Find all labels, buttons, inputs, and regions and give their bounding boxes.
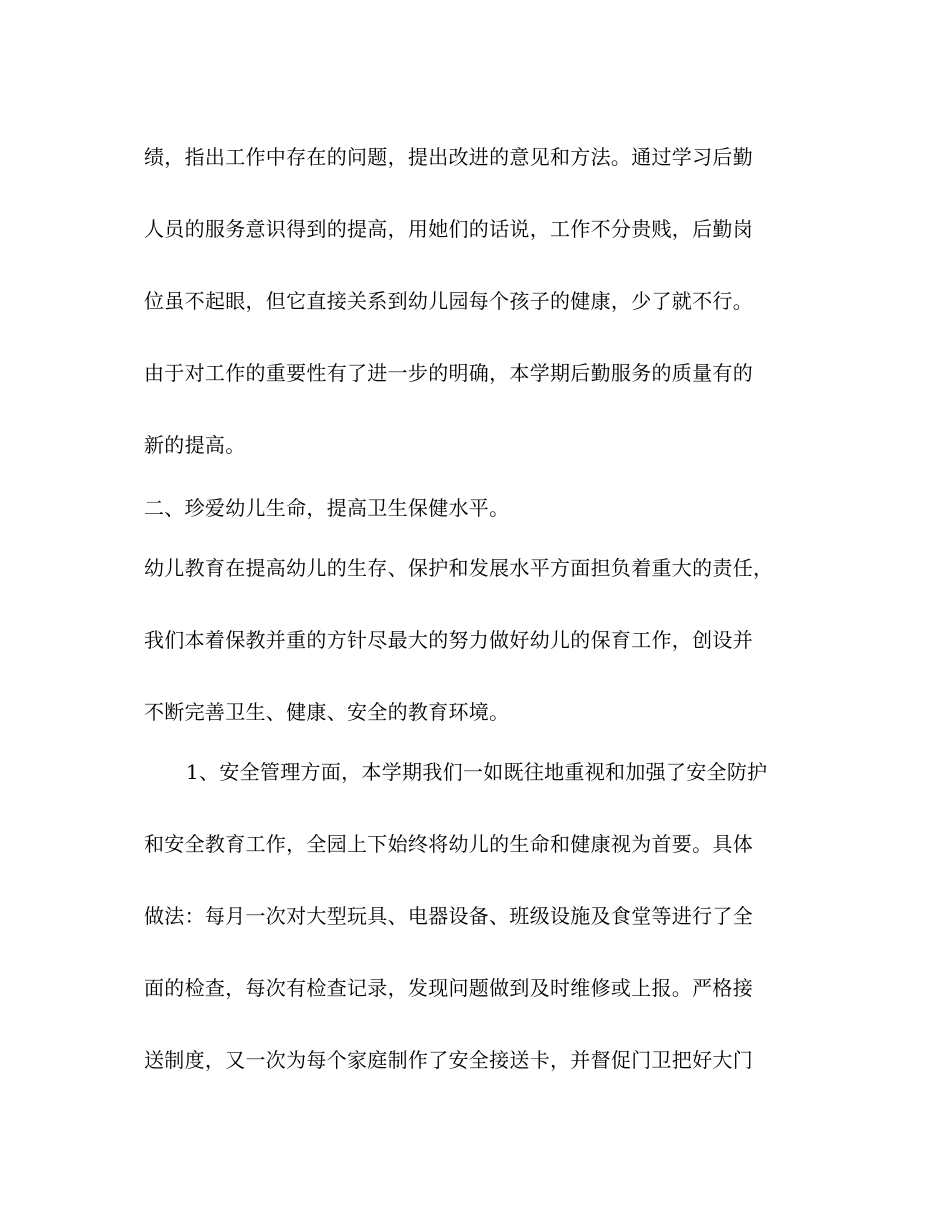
text-line: 不断完善卫生、健康、安全的教育环境。 — [144, 700, 510, 724]
text-line: 幼儿教育在提高幼儿的生存、保护和发展水平方面担负着重大的责任， — [144, 556, 774, 580]
text-line: 1、安全管理方面，本学期我们一如既往地重视和加强了安全防护 — [186, 760, 768, 784]
text-line: 面的检查，每次有检查记录，发现问题做到及时维修或上报。严格接 — [144, 976, 753, 1000]
text-line: 我们本着保教并重的方针尽最大的努力做好幼儿的保育工作，创设并 — [144, 628, 753, 652]
text-line: 位虽不起眼，但它直接关系到幼儿园每个孩子的健康，少了就不行。 — [144, 289, 753, 313]
text-line: 做法：每月一次对大型玩具、电器设备、班级设施及食堂等进行了全 — [144, 904, 753, 928]
text-line: 和安全教育工作，全园上下始终将幼儿的生命和健康视为首要。具体 — [144, 832, 753, 856]
text-line: 送制度，又一次为每个家庭制作了安全接送卡，并督促门卫把好大门 — [144, 1048, 753, 1072]
text-line: 人员的服务意识得到的提高，用她们的话说，工作不分贵贱，后勤岗 — [144, 217, 753, 241]
text-line: 绩，指出工作中存在的问题，提出改进的意见和方法。通过学习后勤 — [144, 145, 753, 169]
section-heading: 二、珍爱幼儿生命，提高卫生保健水平。 — [144, 496, 510, 520]
text-line: 由于对工作的重要性有了进一步的明确，本学期后勤服务的质量有的 — [144, 361, 753, 385]
text-line: 新的提高。 — [144, 433, 246, 457]
